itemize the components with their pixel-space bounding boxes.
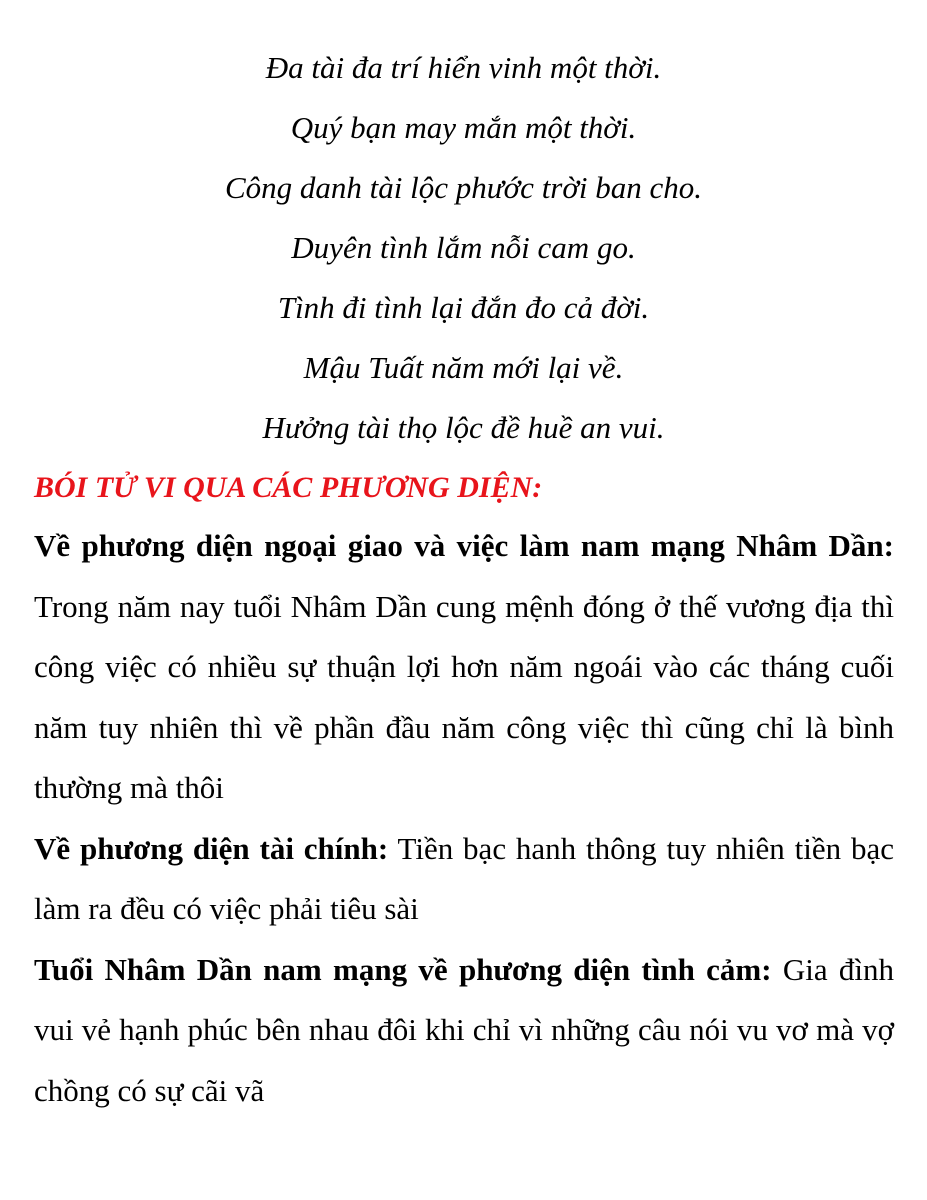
paragraph-body: Tiền bạc hanh thông tuy nhiên tiền bạc làm ra đều có việc phải tiêu sài [34,830,894,926]
paragraph-body: Trong năm nay tuổi Nhâm Dần cung mệnh đóng ở thế vương địa thì công việc có nhiều sự thuận lợi hơn năm ngoái vào các tháng cuối năm tuy nhiên thì về phần đầu năm công việc thì cũng chỉ là bình thường mà thôi [34,588,894,805]
paragraph-title: Tuổi Nhâm Dần nam mạng về phương diện tình cảm: [34,951,772,987]
paragraph-foreign-affairs-work [34,516,894,819]
paragraph-body: Gia đình vui vẻ hạnh phúc bên nhau đôi khi chỉ vì những câu nói vu vơ mà vợ chồng có sự cãi vã [34,951,894,1108]
poem-line: Quý bạn may mắn một thời. [290,110,637,145]
sections-block [34,516,894,1121]
poem-block [0,38,927,458]
poem-line: Duyên tình lắm nỗi cam go. [291,230,636,265]
poem-line: Đa tài đa trí hiển vinh một thời. [265,50,662,85]
paragraph-love [34,940,894,1122]
poem-line: Mậu Tuất năm mới lại về. [303,350,624,385]
paragraph-finance [34,819,894,940]
paragraph-title: Về phương diện tài chính: [34,830,389,866]
section-heading: BÓI TỬ VI QUA CÁC PHƯƠNG DIỆN: [34,471,543,504]
poem-line: Tình đi tình lại đắn đo cả đời. [277,290,650,325]
paragraph-title: Về phương diện ngoại giao và việc làm nam mạng Nhâm Dần: [34,528,894,563]
poem-line: Công danh tài lộc phước trời ban cho. [224,170,703,205]
poem-line: Hưởng tài thọ lộc đề huề an vui. [262,410,665,445]
